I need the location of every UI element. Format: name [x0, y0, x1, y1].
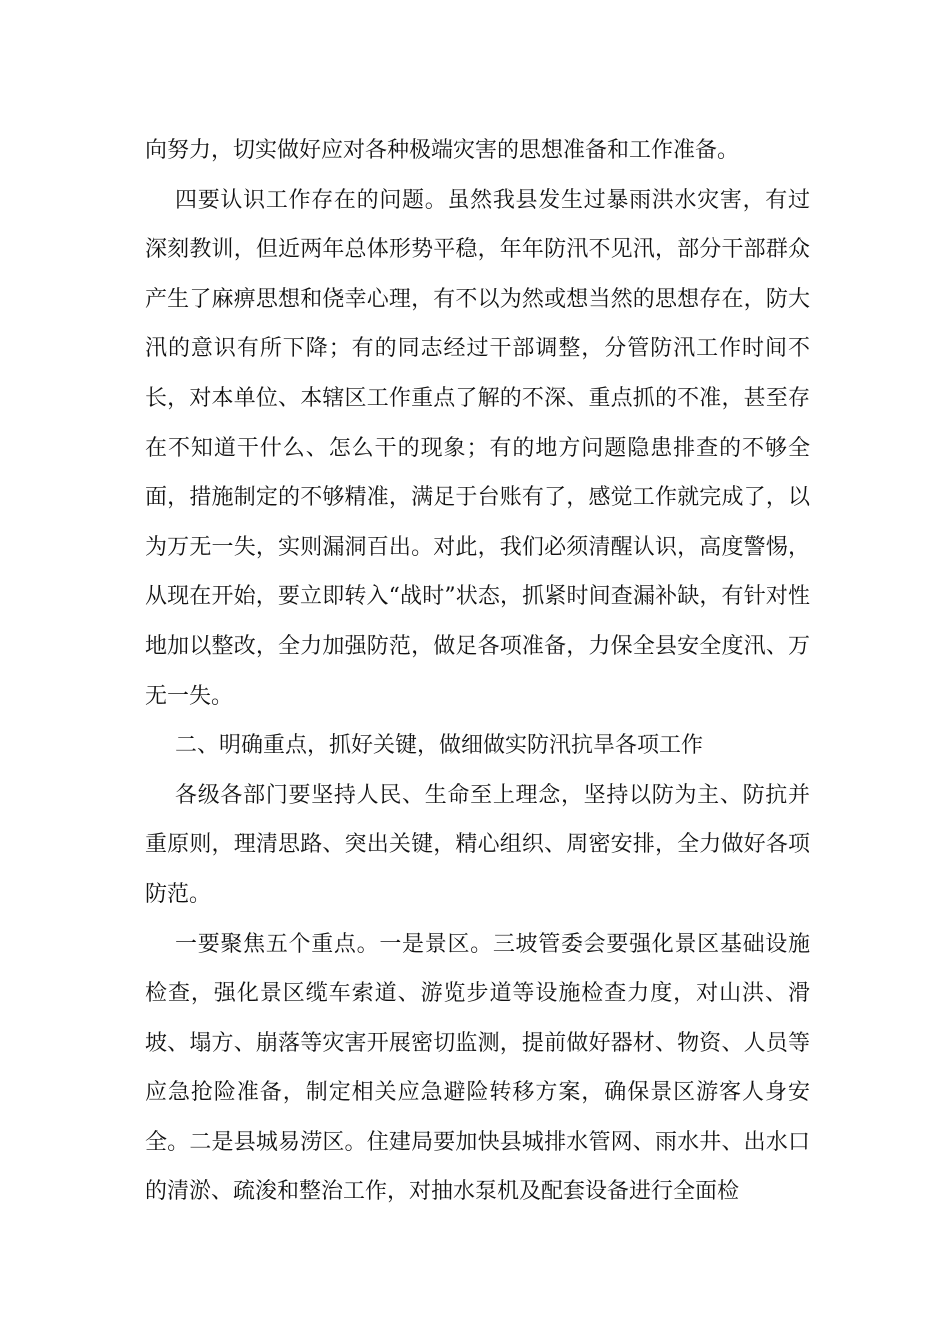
paragraph-principles: 各级各部门要坚持人民、生命至上理念，坚持以防为主、防抗并重原则，理清思路、突出关键，精心组织、周密安排，全力做好各项防范。	[145, 782, 810, 907]
paragraph-problems: 四要认识工作存在的问题。虽然我县发生过暴雨洪水灾害，有过深刻教训，但近两年总体形势平稳，年年防汛不见汛，部分干部群众产生了麻痹思想和侥幸心理，有不以为然或想当然的思想存在，防大汛的意识有所下降；有的同志经过干部调整，分管防汛工作时间不长，对本单位、本辖区工作重点了解的不深、重点抓的不准，甚至存在不知道干什么、怎么干的现象；有的地方问题隐患排查的不够全面，措施制定的不够精准，满足于台账有了，感觉工作就完成了，以为万无一失，实则漏洞百出。对此，我们必须清醒认识，高度警惕，从现在开始，要立即转入“战时”状态，抓紧时间查漏补缺，有针对性地加以整改，全力加强防范，做足各项准备，力保全县安全度汛、万无一失。	[145, 187, 810, 709]
paragraph-continuation: 向努力，切实做好应对各种极端灾害的思想准备和工作准备。	[145, 138, 740, 163]
paragraph-five-focuses: 一要聚焦五个重点。一是景区。三坡管委会要强化景区基础设施检查，强化景区缆车索道、游览步道等设施检查力度，对山洪、滑坡、塌方、崩落等灾害开展密切监测，提前做好器材、物资、人员等应急抢险准备，制定相关应急避险转移方案，确保景区游客人身安全。二是县城易涝区。住建局要加快县城排水管网、雨水井、出水口的清淤、疏浚和整治工作，对抽水泵机及配套设备进行全面检	[145, 931, 810, 1205]
section-heading: 二、明确重点，抓好关键，做细做实防汛抗旱各项工作	[175, 733, 704, 759]
document-body	[145, 126, 810, 1217]
